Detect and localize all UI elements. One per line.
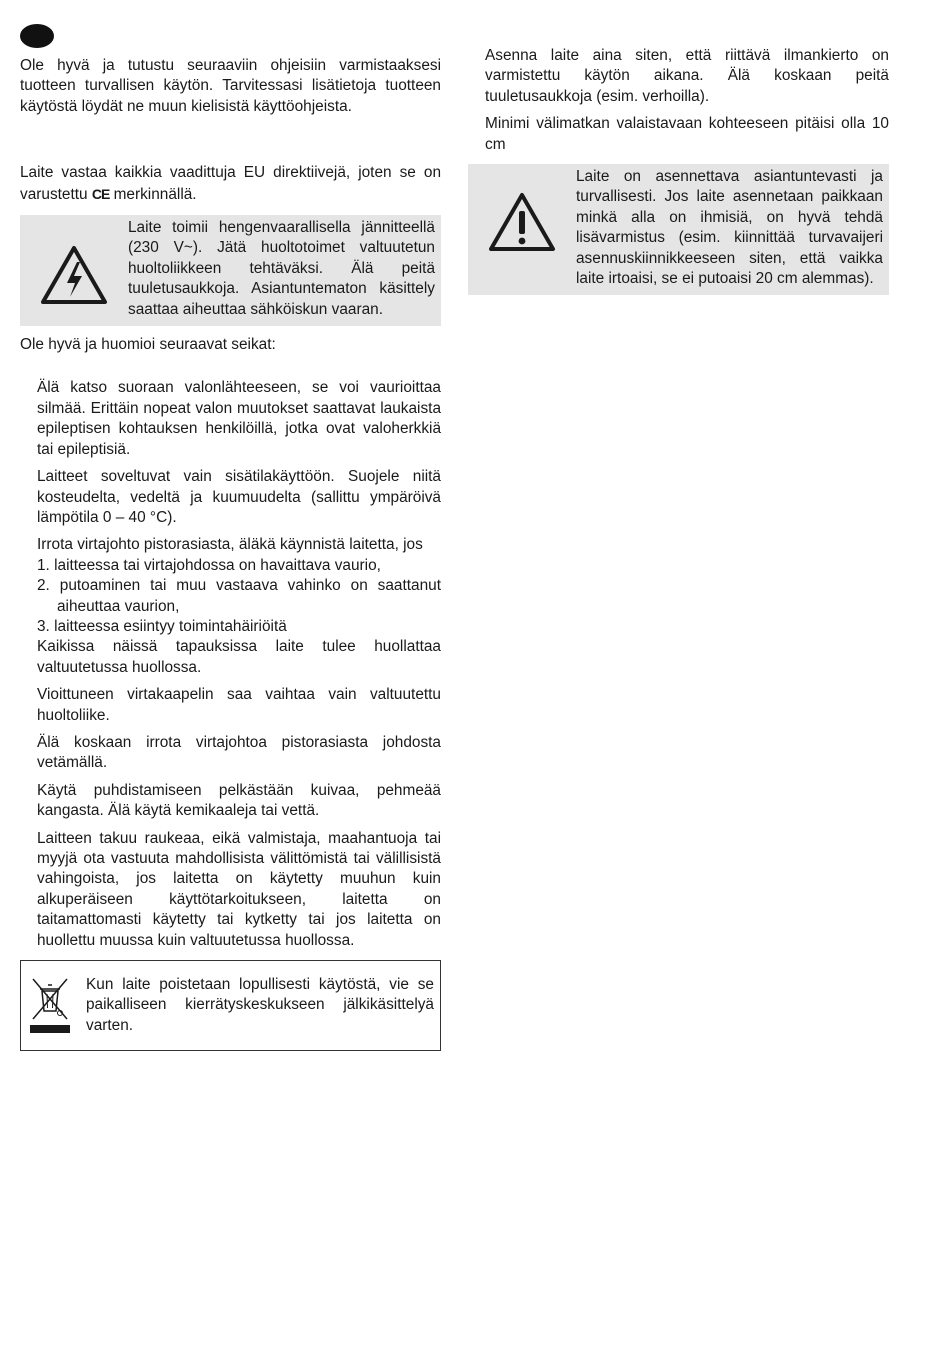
eu-conformity-paragraph: [20, 163, 441, 205]
list-item: 2. putoaminen tai muu vastaava vahinko on saattanut aiheuttaa vaurion,: [37, 577, 441, 615]
note-indoor: Laitteet soveltuvat vain sisätilakäyttöön. Suojele niitä kosteudelta, vedeltä ja kuumuudelta (sallittu ympäröivä lämpötila 0 – 40 °C).: [37, 468, 441, 526]
note-service: Kaikissa näissä tapauksissa laite tulee huollattaa valtuutetussa huollossa.: [37, 638, 441, 676]
note-warranty: Laitteen takuu raukeaa, eikä valmistaja, maahantuoja tai myyjä ota vastuuta mahdollisista välittömistä tai välillisistä vahingoista, jos laitetta on käytetty muuhun kuin alkuperäiseen käyttötarkoitukseen, laitetta on taitamattomasti käytetty tai kytketty tai jos laitetta on huollettu muussa kuin valtuutetussa huollossa.: [37, 829, 441, 949]
note-clean: Käytä puhdistamiseen pelkästään kuivaa, pehmeää kangasta. Älä käytä kemikaaleja tai vettä.: [37, 781, 441, 820]
recycling-text: Kun laite poistetaan lopullisesti käytöstä, vie se paikalliseen kierrätyskeskukseen jälkikäsittelyä varten.: [86, 976, 434, 1034]
language-marker-icon: [20, 24, 54, 48]
unplug-conditions-list: [37, 556, 441, 638]
note-pull: Älä koskaan irrota virtajohtoa pistorasiasta johdosta vetämällä.: [37, 733, 441, 772]
left-column: [20, 56, 441, 1051]
electric-hazard-icon: [40, 245, 108, 305]
install-paragraph: Asenna laite aina siten, että riittävä ilmankierto on varmistettu käytön aikana. Älä koskaan peitä tuuletusaukkoja (esim. verhoilla).: [485, 47, 889, 105]
crossed-out-bin-icon: [29, 975, 71, 1037]
eu-text-after: merkinnällä.: [113, 185, 197, 203]
general-warning-icon: [488, 192, 556, 252]
installation-warning-box: [468, 164, 889, 295]
recycling-box: [20, 960, 441, 1051]
voltage-warning-box: [20, 215, 441, 326]
notice-heading: Ole hyvä ja huomioi seuraavat seikat:: [20, 336, 276, 354]
note-unplug: Irrota virtajohto pistorasiasta, äläkä käynnistä laitetta, jos: [37, 536, 423, 554]
right-column: [485, 46, 889, 155]
list-item: 3. laitteessa esiintyy toimintahäiriöitä: [37, 617, 287, 635]
installation-warning-text: Laite on asennettava asiantuntevasti ja turvallisesti. Jos laite asennetaan paikkaan minkä alla on ihmisiä, on hyvä tehdä lisävarmistus (esim. kiinnittää turvavaijeri asennuskiinnikkeeseen siten, että vaikka laite irtoaisi, se ei putoaisi 20 cm alemmas).: [576, 168, 883, 288]
note-light: Älä katso suoraan valonlähteeseen, se voi vaurioittaa silmää. Erittäin nopeat valon muutokset saattavat laukaista epileptisen kohtauksen henkilöillä, jotka ovat valoherkkiä tai epileptisiä.: [37, 379, 441, 458]
eu-text-before: Laite vastaa kaikkia vaadittuja EU direktiivejä, joten se on varustettu: [20, 164, 441, 203]
distance-paragraph: Minimi välimatkan valaistavaan kohteeseen pitäisi olla 10 cm: [485, 115, 889, 153]
intro-paragraph: Ole hyvä ja tutustu seuraaviin ohjeisiin varmistaaksesi tuotteen turvallisen käytön. Tarvitessasi lisätietoja tuotteen käytöstä löydät ne muun kielisistä käyttöohjeista.: [20, 57, 441, 115]
voltage-warning-text: Laite toimii hengenvaarallisella jännitteellä (230 V~). Jätä huoltotoimet valtuutetun huoltoliikkeen tehtäväksi. Älä peitä tuuletusaukkoja. Asiantuntematon käsittely saattaa aiheuttaa sähköiskun vaaran.: [128, 219, 435, 318]
note-cable: Vioittuneen virtakaapelin saa vaihtaa vain valtuutettu huoltoliike.: [37, 686, 441, 724]
ce-mark-icon: CE: [91, 185, 110, 202]
list-item: 1. laitteessa tai virtajohdossa on havaittava vaurio,: [37, 556, 381, 574]
safety-notes: [37, 378, 441, 951]
